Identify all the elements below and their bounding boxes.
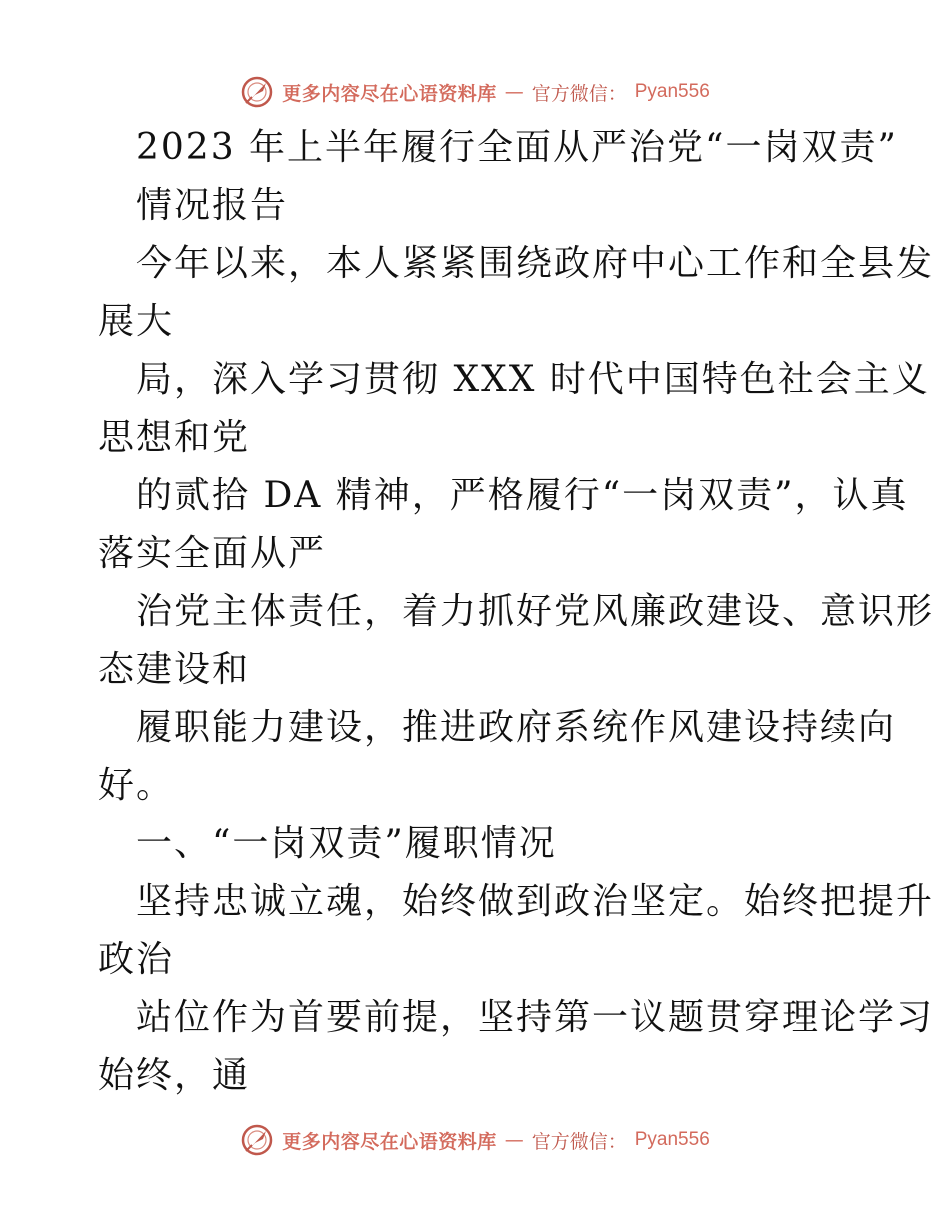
header-watermark (0, 70, 950, 114)
watermark-wechat-id: Pyan556 (634, 81, 710, 102)
watermark-dash: — (504, 1129, 524, 1151)
paragraph-line: 政治 (98, 939, 175, 980)
document-title-line: 2023 年上半年履行全面从严治党“一岗双责” (136, 127, 898, 168)
footer-watermark (0, 1118, 950, 1162)
watermark-brand-text: 更多内容尽在心语资料库 (282, 1130, 497, 1153)
paragraph-line: 履职能力建设，推进政府系统作风建设持续向 (136, 707, 897, 748)
watermark-brand-text: 更多内容尽在心语资料库 (282, 82, 497, 105)
paragraph-line: 坚持忠诚立魂，始终做到政治坚定。始终把提升 (136, 881, 935, 922)
paragraph-line: 展大 (98, 301, 175, 342)
watermark-official-label: 官方微信： (531, 82, 627, 105)
paragraph-line: 思想和党 (98, 417, 251, 458)
paragraph-line: 局，深入学习贯彻 XXX 时代中国特色社会主义 (136, 359, 930, 400)
watermark-official-label: 官方微信： (531, 1130, 627, 1153)
paragraph-line: 站位作为首要前提，坚持第一议题贯穿理论学习 (136, 997, 935, 1038)
quill-circle-logo-icon (240, 1123, 274, 1157)
paragraph-line: 始终，通 (98, 1055, 251, 1096)
paragraph-line: 态建设和 (98, 649, 251, 690)
paragraph-line: 落实全面从严 (98, 533, 327, 574)
watermark-wechat-id: Pyan556 (634, 1129, 710, 1150)
watermark-dash: — (504, 81, 524, 103)
paragraph-line: 的贰拾 DA 精神，严格履行“一岗双责”，认真 (136, 475, 909, 516)
section-heading: 一、“一岗双责”履职情况 (136, 823, 557, 864)
paragraph-line: 今年以来，本人紧紧围绕政府中心工作和全县发 (136, 243, 935, 284)
document-title-line: 情况报告 (136, 185, 289, 226)
paragraph-line: 治党主体责任，着力抓好党风廉政建设、意识形 (136, 591, 935, 632)
quill-circle-logo-icon (240, 75, 274, 109)
paragraph-line: 好。 (98, 765, 175, 806)
